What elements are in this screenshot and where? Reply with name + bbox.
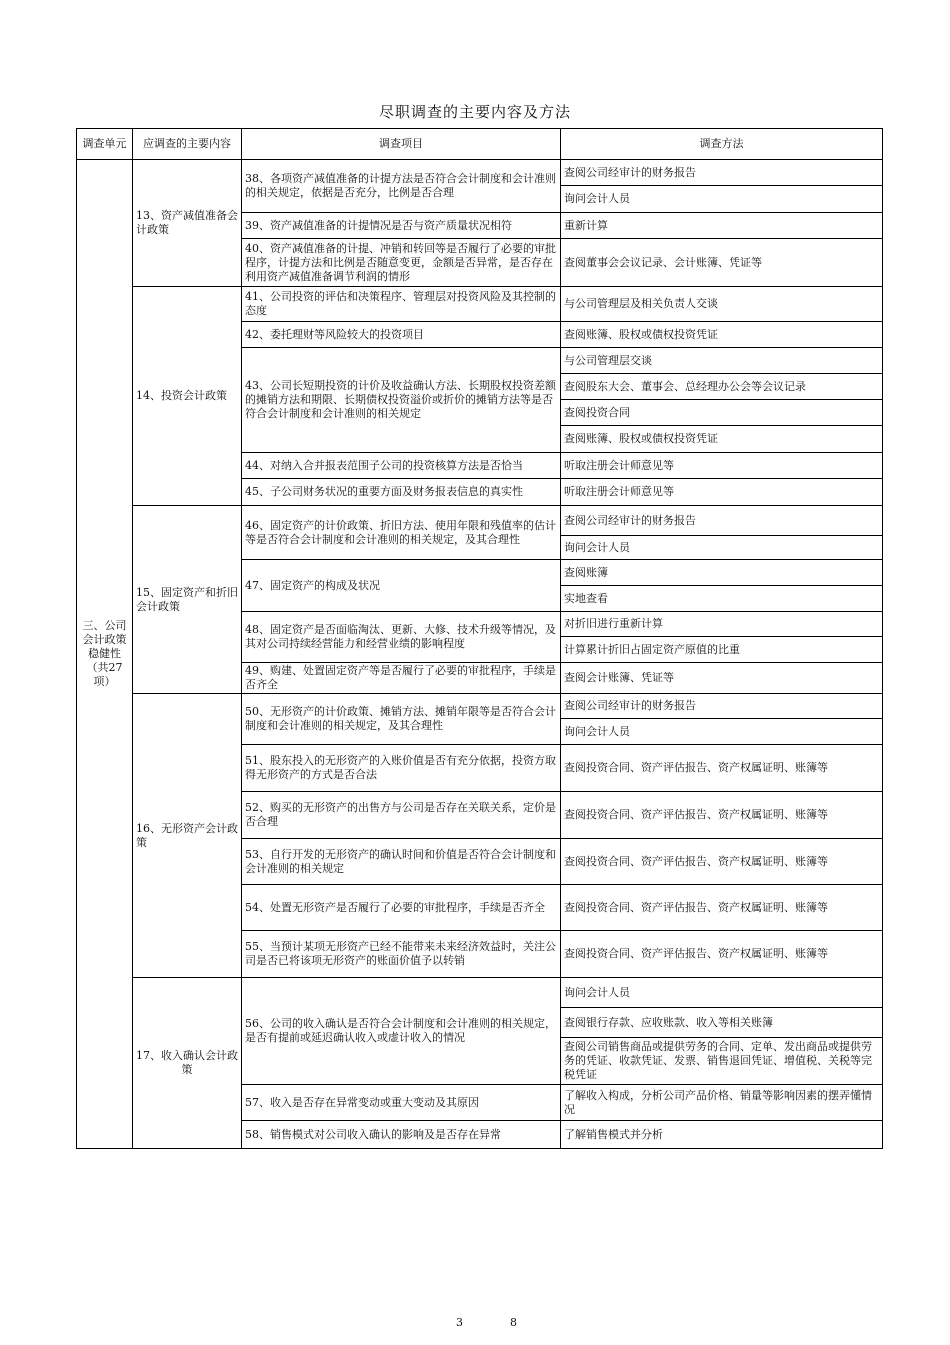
- table-row: [77, 694, 883, 719]
- method-cell: 查阅投资合同、资产评估报告、资产权属证明、账簿等: [561, 885, 883, 931]
- item-cell: 57、收入是否存在异常变动或重大变动及其原因: [242, 1085, 561, 1121]
- item-cell: 40、资产减值准备的计提、冲销和转回等是否履行了必要的审批程序，计提方法和比例是否随意变更，金额是否异常，是否存在利用资产减值准备调节利润的情形: [242, 239, 561, 287]
- unit-cell: 三、公司会计政策稳健性（共27项）: [77, 160, 133, 1149]
- header-content: 应调查的主要内容: [133, 129, 242, 160]
- method-cell: 对折旧进行重新计算: [561, 612, 883, 637]
- method-cell: 查阅公司经审计的财务报告: [561, 506, 883, 536]
- table-row: [77, 978, 883, 1008]
- method-cell: 询问会计人员: [561, 978, 883, 1008]
- item-cell: 48、固定资产是否面临淘汰、更新、大修、技术升级等情况，及其对公司持续经营能力和经营业绩的影响程度: [242, 612, 561, 663]
- header-method: 调查方法: [561, 129, 883, 160]
- item-cell: 46、固定资产的计价政策、折旧方法、使用年限和残值率的估计等是否符合会计制度和会计准则的相关规定，及其合理性: [242, 506, 561, 560]
- method-cell: 与公司管理层及相关负责人交谈: [561, 287, 883, 322]
- due-diligence-table: [76, 128, 883, 1149]
- page-title: 尽职调查的主要内容及方法: [378, 103, 571, 121]
- method-cell: 询问会计人员: [561, 719, 883, 745]
- method-cell: 重新计算: [561, 213, 883, 239]
- item-cell: 41、公司投资的评估和决策程序、管理层对投资风险及其控制的态度: [242, 287, 561, 322]
- item-cell: 51、股东投入的无形资产的入账价值是否有充分依据，投资方取得无形资产的方式是否合法: [242, 745, 561, 792]
- method-cell: 查阅银行存款、应收账款、收入等相关账簿: [561, 1008, 883, 1038]
- method-cell: 了解销售模式并分析: [561, 1121, 883, 1149]
- table-row: [77, 506, 883, 536]
- method-cell: 查阅账簿: [561, 560, 883, 586]
- item-cell: 55、当预计某项无形资产已经不能带来未来经济效益时，关注公司是否已将该项无形资产的账面价值予以转销: [242, 931, 561, 978]
- method-cell: 查阅投资合同、资产评估报告、资产权属证明、账簿等: [561, 931, 883, 978]
- item-cell: 50、无形资产的计价政策、摊销方法、摊销年限等是否符合会计制度和会计准则的相关规定，及其合理性: [242, 694, 561, 745]
- method-cell: 查阅公司销售商品或提供劳务的合同、定单、发出商品或提供劳务的凭证、收款凭证、发票、销售退回凭证、增值税、关税等完税凭证: [561, 1038, 883, 1085]
- method-cell: 查阅账簿、股权或债权投资凭证: [561, 322, 883, 348]
- method-cell: 查阅账簿、股权或债权投资凭证: [561, 426, 883, 453]
- method-cell: 了解收入构成，分析公司产品价格、销量等影响因素的摆弄懂情况: [561, 1085, 883, 1121]
- item-cell: 52、购买的无形资产的出售方与公司是否存在关联关系，定价是否合理: [242, 792, 561, 839]
- content-cell: 15、固定资产和折旧会计政策: [133, 506, 242, 694]
- item-cell: 53、自行开发的无形资产的确认时间和价值是否符合会计制度和会计准则的相关规定: [242, 839, 561, 885]
- method-cell: 查阅董事会会议记录、会计账簿、凭证等: [561, 239, 883, 287]
- method-cell: 查阅投资合同、资产评估报告、资产权属证明、账簿等: [561, 792, 883, 839]
- method-cell: 查阅公司经审计的财务报告: [561, 694, 883, 719]
- item-cell: 43、公司长短期投资的计价及收益确认方法、长期股权投资差额的摊销方法和期限、长期债权投资溢价或折价的摊销方法等是否符合会计制度和会计准则的相关规定: [242, 348, 561, 453]
- method-cell: 查阅投资合同、资产评估报告、资产权属证明、账簿等: [561, 839, 883, 885]
- method-cell: 查阅股东大会、董事会、总经理办公会等会议记录: [561, 374, 883, 400]
- method-cell: 查阅投资合同、资产评估报告、资产权属证明、账簿等: [561, 745, 883, 792]
- item-cell: 56、公司的收入确认是否符合会计制度和会计准则的相关规定，是否有提前或延迟确认收入或虚计收入的情况: [242, 978, 561, 1085]
- item-cell: 47、固定资产的构成及状况: [242, 560, 561, 612]
- header-unit: 调查单元: [77, 129, 133, 160]
- table-header-row: [77, 129, 883, 160]
- item-cell: 54、处置无形资产是否履行了必要的审批程序，手续是否齐全: [242, 885, 561, 931]
- item-cell: 58、销售模式对公司收入确认的影响及是否存在异常: [242, 1121, 561, 1149]
- item-cell: 42、委托理财等风险较大的投资项目: [242, 322, 561, 348]
- item-cell: 38、各项资产减值准备的计提方法是否符合会计制度和会计准则的相关规定，依据是否充分，比例是否合理: [242, 160, 561, 213]
- method-cell: 听取注册会计师意见等: [561, 453, 883, 479]
- method-cell: 计算累计折旧占固定资产原值的比重: [561, 637, 883, 663]
- item-cell: 45、子公司财务状况的重要方面及财务报表信息的真实性: [242, 479, 561, 506]
- content-cell: 16、无形资产会计政策: [133, 694, 242, 978]
- table-row: [77, 287, 883, 322]
- method-cell: 听取注册会计师意见等: [561, 479, 883, 506]
- method-cell: 查阅会计账簿、凭证等: [561, 663, 883, 694]
- content-cell: 13、资产减值准备会计政策: [133, 160, 242, 287]
- content-cell: 17、收入确认会计政策: [133, 978, 242, 1149]
- method-cell: 询问会计人员: [561, 536, 883, 560]
- method-cell: 询问会计人员: [561, 186, 883, 213]
- content-cell: 14、投资会计政策: [133, 287, 242, 506]
- method-cell: 查阅公司经审计的财务报告: [561, 160, 883, 186]
- item-cell: 44、对纳入合并报表范围子公司的投资核算方法是否恰当: [242, 453, 561, 479]
- table-row: [77, 160, 883, 186]
- item-cell: 39、资产减值准备的计提情况是否与资产质量状况相符: [242, 213, 561, 239]
- method-cell: 实地查看: [561, 586, 883, 612]
- method-cell: 与公司管理层交谈: [561, 348, 883, 374]
- header-item: 调查项目: [242, 129, 561, 160]
- page-number: 3: [456, 1316, 463, 1329]
- item-cell: 49、购建、处置固定资产等是否履行了必要的审批程序，手续是否齐全: [242, 663, 561, 694]
- method-cell: 查阅投资合同: [561, 400, 883, 426]
- page-total: 8: [510, 1316, 517, 1329]
